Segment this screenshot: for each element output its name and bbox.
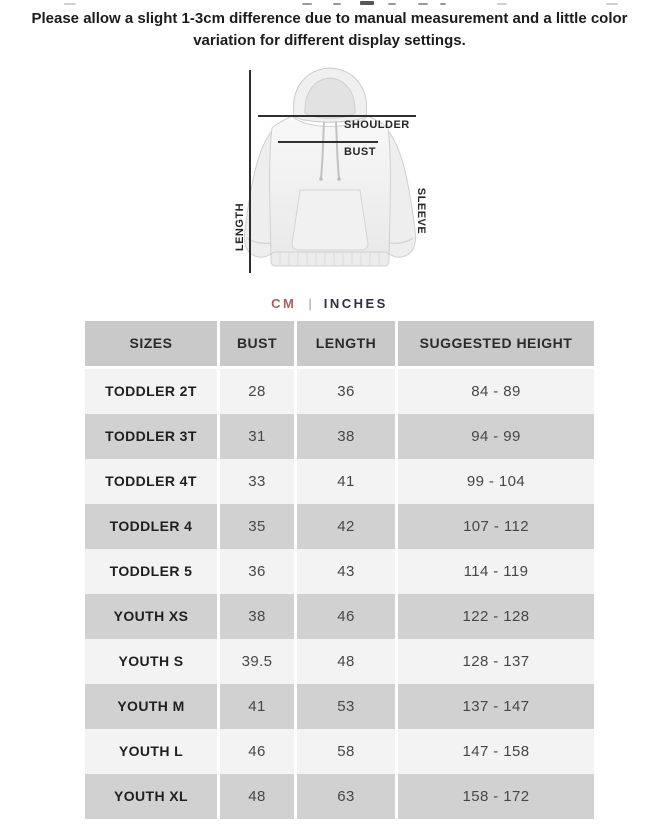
shoulder-measure-line bbox=[258, 115, 416, 117]
cell-length: 48 bbox=[297, 639, 395, 684]
cell-length: 36 bbox=[297, 369, 395, 414]
cell-height: 147 - 158 bbox=[398, 729, 594, 774]
cell-length: 43 bbox=[297, 549, 395, 594]
table-row bbox=[85, 504, 594, 549]
cell-size: TODDLER 4 bbox=[85, 504, 217, 549]
table-row bbox=[85, 414, 594, 459]
header-suggested-height: SUGGESTED HEIGHT bbox=[398, 321, 594, 366]
cell-height: 122 - 128 bbox=[398, 594, 594, 639]
unit-divider: | bbox=[308, 295, 312, 311]
sleeve-label: SLEEVE bbox=[415, 187, 427, 234]
cell-bust: 36 bbox=[220, 549, 294, 594]
cell-height: 114 - 119 bbox=[398, 549, 594, 594]
cell-length: 41 bbox=[297, 459, 395, 504]
cell-height: 94 - 99 bbox=[398, 414, 594, 459]
table-row bbox=[85, 459, 594, 504]
cell-length: 63 bbox=[297, 774, 395, 819]
cell-bust: 33 bbox=[220, 459, 294, 504]
header-sizes: SIZES bbox=[85, 321, 217, 366]
unit-inches-button[interactable]: INCHES bbox=[323, 295, 388, 311]
cell-height: 158 - 172 bbox=[398, 774, 594, 819]
unit-cm-button[interactable]: CM bbox=[271, 295, 297, 311]
cell-bust: 48 bbox=[220, 774, 294, 819]
cell-bust: 35 bbox=[220, 504, 294, 549]
unit-toggle bbox=[0, 296, 659, 311]
cell-length: 58 bbox=[297, 729, 395, 774]
table-row bbox=[85, 774, 594, 819]
clipped-text-fragments bbox=[0, 0, 659, 6]
header-length: LENGTH bbox=[297, 321, 395, 366]
cell-height: 99 - 104 bbox=[398, 459, 594, 504]
measurement-note: Please allow a slight 1-3cm difference due to manual measurement and a little color variation for different display settings. bbox=[31, 10, 628, 49]
cell-bust: 28 bbox=[220, 369, 294, 414]
table-row bbox=[85, 684, 594, 729]
cell-size: YOUTH XL bbox=[85, 774, 217, 819]
cell-bust: 39.5 bbox=[220, 639, 294, 684]
cell-size: YOUTH S bbox=[85, 639, 217, 684]
table-row bbox=[85, 639, 594, 684]
hoodie-measurement-diagram bbox=[0, 60, 659, 292]
table-row bbox=[85, 729, 594, 774]
cell-height: 128 - 137 bbox=[398, 639, 594, 684]
cell-size: YOUTH L bbox=[85, 729, 217, 774]
cell-size: YOUTH XS bbox=[85, 594, 217, 639]
table-row bbox=[85, 594, 594, 639]
cell-height: 84 - 89 bbox=[398, 369, 594, 414]
table-row bbox=[85, 369, 594, 414]
cell-height: 107 - 112 bbox=[398, 504, 594, 549]
cell-size: YOUTH M bbox=[85, 684, 217, 729]
table-row bbox=[85, 549, 594, 594]
length-label: LENGTH bbox=[234, 202, 246, 251]
cell-bust: 38 bbox=[220, 594, 294, 639]
cell-size: TODDLER 3T bbox=[85, 414, 217, 459]
cell-bust: 46 bbox=[220, 729, 294, 774]
length-measure-line bbox=[249, 70, 251, 273]
cell-length: 38 bbox=[297, 414, 395, 459]
cell-length: 42 bbox=[297, 504, 395, 549]
hoodie-image bbox=[228, 62, 432, 286]
size-chart-table bbox=[85, 321, 594, 819]
cell-size: TODDLER 4T bbox=[85, 459, 217, 504]
cell-size: TODDLER 5 bbox=[85, 549, 217, 594]
header-bust: BUST bbox=[220, 321, 294, 366]
bust-measure-line bbox=[278, 141, 378, 143]
cell-length: 46 bbox=[297, 594, 395, 639]
cell-bust: 41 bbox=[220, 684, 294, 729]
shoulder-label: SHOULDER bbox=[344, 118, 410, 131]
bust-label: BUST bbox=[344, 145, 376, 158]
cell-height: 137 - 147 bbox=[398, 684, 594, 729]
cell-bust: 31 bbox=[220, 414, 294, 459]
table-header-row bbox=[85, 321, 594, 366]
cell-length: 53 bbox=[297, 684, 395, 729]
cell-size: TODDLER 2T bbox=[85, 369, 217, 414]
